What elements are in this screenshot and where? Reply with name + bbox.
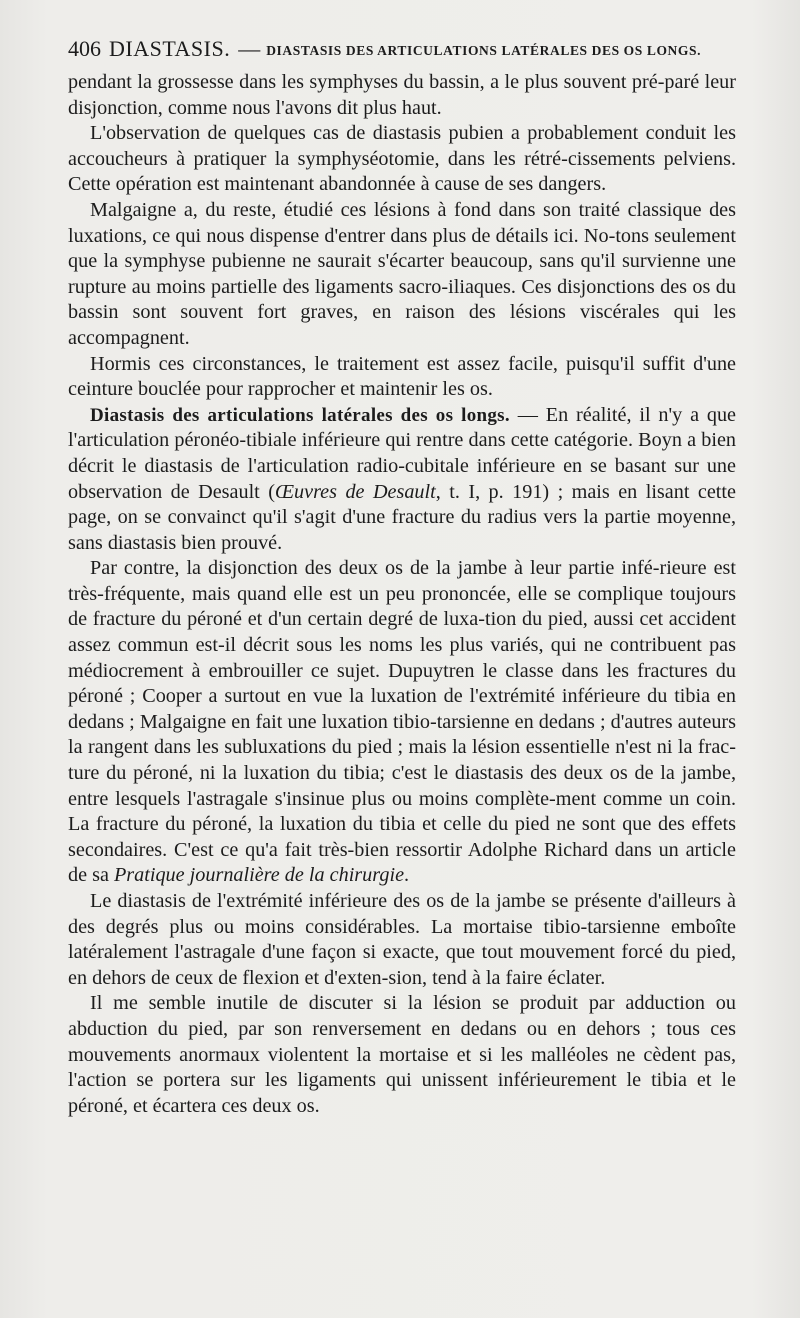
paragraph-8: Il me semble inutile de discuter si la lésion se produit par adduction ou abduction du pied, par son renversement en dedans ou en dehors ; tous ces mouvements anormaux violentent la mortaise et si les malléoles ne cèdent pas, l'action se portera sur les ligaments qui unissent inférieurement le tibia et le péroné, et écartera ces deux os.: [68, 992, 736, 1117]
paragraph-1: pendant la grossesse dans les symphyses du bassin, a le plus souvent pré-paré leur disjonction, comme nous l'avons dit plus haut.: [68, 71, 736, 119]
running-header: [68, 34, 738, 64]
heading-dash: —: [509, 403, 546, 426]
running-title: DIASTASIS.: [109, 36, 231, 61]
section-heading: Diastasis des articulations latérales des os longs.: [90, 404, 510, 426]
paragraph-4: Hormis ces circonstances, le traitement est assez facile, puisqu'il suffit d'une ceinture bouclée pour rapprocher et maintenir les os.: [68, 352, 736, 401]
paragraph-5-text-b: , t. I, p. 191) ; mais en lisant cette page, on se convainct qu'il s'agit d'une fracture du radius vers la partie moyenne, sans diastasis bien prouvé.: [68, 480, 736, 554]
body-text: [68, 70, 736, 1119]
running-subtitle: DIASTASIS DES ARTICULATIONS LATÉRALES DES OS LONGS.: [266, 43, 702, 58]
paragraph-5: [68, 403, 736, 557]
paragraph-5-text-a: En réalité, il n'y a que l'articulation péronéo-tibiale inférieure qui rentre dans cette catégorie. Boyn a bien décrit le diastasis de l'articulation radio-cubitale inférieure en se basant sur une observation de Desault (: [68, 403, 737, 503]
citation-oeuvres-desault: Œuvres de Desault: [274, 480, 436, 503]
citation-pratique-journaliere: Pratique journalière de la chirurgie: [113, 864, 405, 887]
header-separator: —: [238, 36, 261, 61]
paragraph-3: Malgaigne a, du reste, étudié ces lésions à fond dans son traité classique des luxations, ce qui nous dispense d'entrer dans plus de détails ici. No-tons seulement que la symphyse pubienne ne saurait s'écarter beaucoup, sans qu'il survienne une rupture au moins partielle des ligaments sacro-iliaques. Ces disjonctions des os du bassin sont souvent fort graves, en raison des lésions viscérales qui les accompagnent.: [68, 198, 736, 349]
paragraph-6: [68, 556, 736, 889]
paragraph-2: L'observation de quelques cas de diastasis pubien a probablement conduit les accoucheurs à pratiquer la symphyséotomie, dans les rétré-cissements pelviens. Cette opération est maintenant abandonnée à cause de ses dangers.: [68, 122, 736, 196]
paragraph-6-text-b: .: [404, 864, 410, 887]
paragraph-6-text-a: Par contre, la disjonction des deux os de la jambe à leur partie infé-rieure est très-fréquente, mais quand elle est un peu prononcée, elle se complique toujours de fracture du péroné et d'un certain degré de luxa-tion du pied, aussi cet accident assez commun est-il décrit sous les noms les plus variés, qui ne contribuent pas médiocrement à embrouiller ce sujet. Dupuytren le classe dans les fractures du péroné ; Cooper a surtout en vue la luxation de l'extrémité inférieure du tibia en dedans ; Malgaigne en fait une luxation tibio-tarsienne en dedans ; d'autres auteurs la rangent dans les subluxations du pied ; mais la lésion essentielle n'est ni la frac-ture du péroné, ni la luxation du tibia; c'est le diastasis des deux os de la jambe, entre lesquels l'astragale s'insinue plus ou moins complète-ment comme un coin. La fracture du péroné, la luxation du tibia et celle du pied ne sont que des effets secondaires. C'est ce qu'a fait très-bien ressortir Adolphe Richard dans un article de sa: [68, 557, 736, 887]
page-number: 406: [68, 36, 101, 61]
paragraph-7: Le diastasis de l'extrémité inférieure des os de la jambe se présente d'ailleurs à des degrés plus ou moins considérables. La mortaise tibio-tarsienne emboîte latéralement l'astragale d'une façon si exacte, que tout mouvement forcé du pied, en dehors de ceux de flexion et d'exten-sion, tend à la faire éclater.: [68, 890, 736, 989]
